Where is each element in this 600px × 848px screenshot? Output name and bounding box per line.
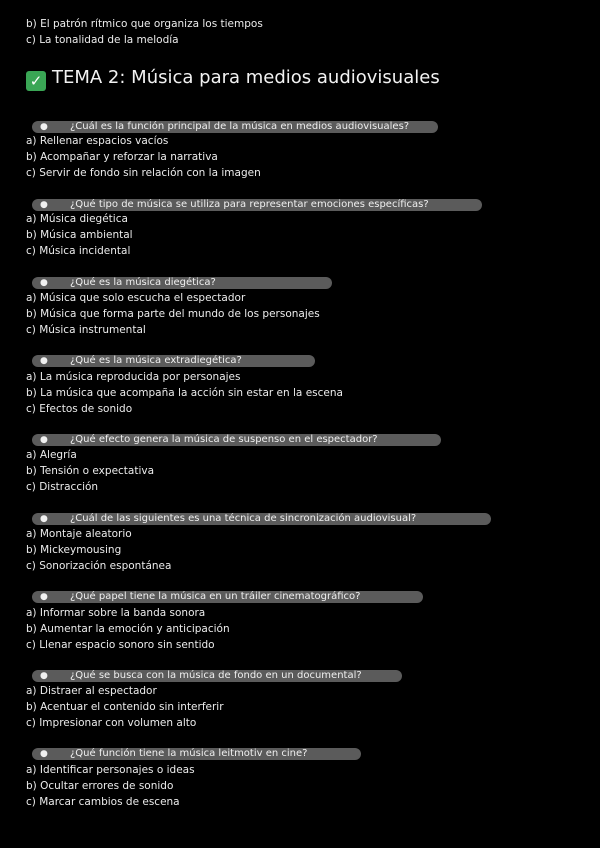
answer-option: a) Identificar personajes o ideas <box>26 764 195 776</box>
question-text: ¿Qué tipo de música se utiliza para representar emociones específicas? <box>70 199 429 210</box>
answer-option: c) Marcar cambios de escena <box>26 796 180 808</box>
question-text: ¿Cuál de las siguientes es una técnica de sincronización audiovisual? <box>70 513 417 524</box>
bullet-icon: ● <box>40 278 48 288</box>
bullet-icon: ● <box>40 200 48 210</box>
question-pill <box>32 355 315 367</box>
answer-option: a) Alegría <box>26 449 77 461</box>
answer-option: a) Música diegética <box>26 213 128 225</box>
question-text: ¿Cuál es la función principal de la música en medios audiovisuales? <box>70 121 410 132</box>
answer-option: a) Música que solo escucha el espectador <box>26 292 246 304</box>
answer-option: c) Música incidental <box>26 245 131 257</box>
question-pill <box>32 513 491 525</box>
answer-option: c) Sonorización espontánea <box>26 560 172 572</box>
bullet-icon: ● <box>40 356 48 366</box>
answer-option: b) Mickeymousing <box>26 544 122 556</box>
answer-option: c) Llenar espacio sonoro sin sentido <box>26 639 215 651</box>
question-text: ¿Qué papel tiene la música en un tráiler cinematográfico? <box>70 591 361 602</box>
question-text: ¿Qué función tiene la música leitmotiv en cine? <box>70 748 308 759</box>
answer-option: c) Distracción <box>26 481 99 493</box>
answer-option: b) Tensión o expectativa <box>26 465 155 477</box>
answer-option: c) Música instrumental <box>26 324 146 336</box>
question-pill <box>32 277 332 289</box>
answer-option: b) Música ambiental <box>26 229 133 241</box>
question-pill <box>32 748 361 760</box>
question-pill <box>32 199 482 211</box>
question-pill <box>32 434 441 446</box>
answer-option: b) Música que forma parte del mundo de los personajes <box>26 308 320 320</box>
answer-option: b) Ocultar errores de sonido <box>26 780 174 792</box>
answer-option: c) Efectos de sonido <box>26 403 133 415</box>
question-text: ¿Qué se busca con la música de fondo en un documental? <box>70 670 362 681</box>
answer-option: c) Servir de fondo sin relación con la imagen <box>26 167 261 179</box>
section-title-text: TEMA 2: Música para medios audiovisuales <box>52 67 440 88</box>
answer-option: b) La música que acompaña la acción sin estar en la escena <box>26 387 343 399</box>
question-pill <box>32 591 423 603</box>
bullet-icon: ● <box>40 514 48 524</box>
section-title <box>26 65 440 91</box>
check-mark-icon: ✓ <box>26 71 46 91</box>
answer-option: b) Aumentar la emoción y anticipación <box>26 623 230 635</box>
answer-option: a) Rellenar espacios vacíos <box>26 135 169 147</box>
answer-option: c) La tonalidad de la melodía <box>26 34 179 46</box>
bullet-icon: ● <box>40 592 48 602</box>
answer-option: b) Acompañar y reforzar la narrativa <box>26 151 218 163</box>
question-pill <box>32 121 438 133</box>
answer-option: a) Montaje aleatorio <box>26 528 132 540</box>
bullet-icon: ● <box>40 671 48 681</box>
bullet-icon: ● <box>40 122 48 132</box>
answer-option: b) Acentuar el contenido sin interferir <box>26 701 224 713</box>
answer-option: a) Distraer al espectador <box>26 685 157 697</box>
answer-option: c) Impresionar con volumen alto <box>26 717 197 729</box>
bullet-icon: ● <box>40 435 48 445</box>
question-text: ¿Qué es la música diegética? <box>70 277 216 288</box>
answer-option: a) La música reproducida por personajes <box>26 371 241 383</box>
question-text: ¿Qué efecto genera la música de suspenso en el espectador? <box>70 434 378 445</box>
question-text: ¿Qué es la música extradiegética? <box>70 355 242 366</box>
question-pill <box>32 670 402 682</box>
answer-option: a) Informar sobre la banda sonora <box>26 607 206 619</box>
answer-option: b) El patrón rítmico que organiza los tiempos <box>26 18 263 30</box>
bullet-icon: ● <box>40 749 48 759</box>
